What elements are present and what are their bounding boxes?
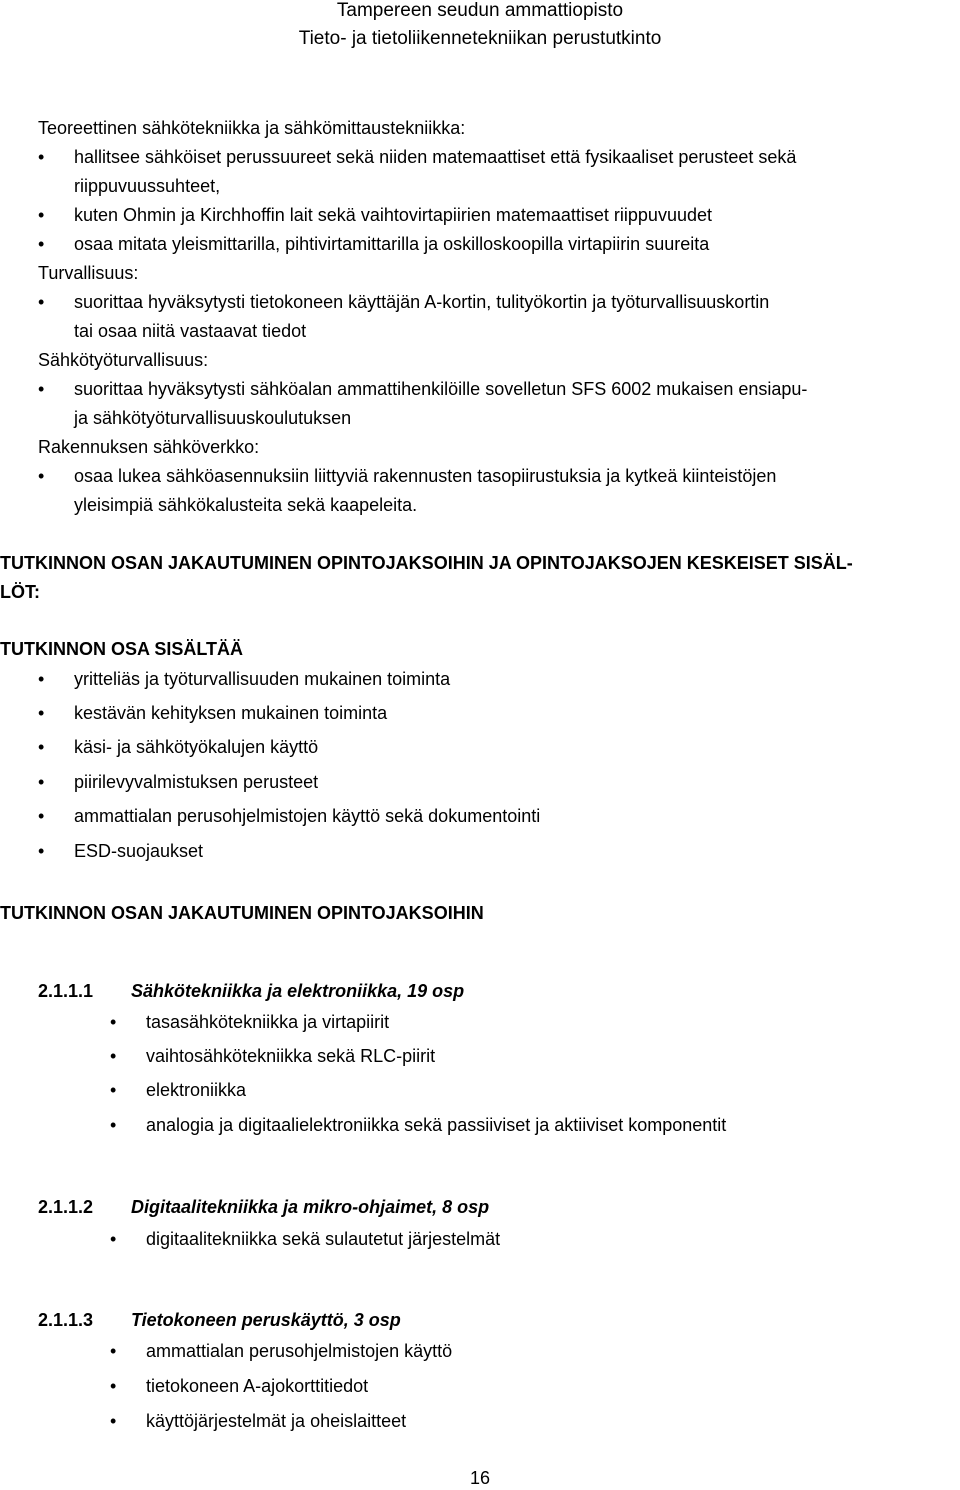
bullet: • [38, 772, 45, 792]
bullet: • [38, 147, 45, 167]
header-line-2: Tieto- ja tietoliikennetekniikan perustutkinto [298, 28, 662, 49]
bullet: • [110, 1080, 117, 1100]
bullet: • [38, 205, 45, 225]
bullet: • [110, 1115, 117, 1135]
bullet: • [110, 1376, 117, 1396]
building-heading: Rakennuksen sähköverkko: [38, 437, 260, 457]
bullet: • [38, 669, 45, 689]
bullet: • [110, 1229, 117, 1249]
section-heading-3 [38, 1310, 738, 1334]
bullet: • [38, 379, 45, 399]
division-heading-2: TUTKINNON OSAN JAKAUTUMINEN OPINTOJAKSOIHIN [0, 903, 484, 923]
section-title: Sähkötekniikka ja elektroniikka, 19 osp [131, 981, 465, 1001]
bullet: • [110, 1411, 117, 1431]
bullet: • [38, 234, 45, 254]
bullet: • [38, 806, 45, 826]
section-number: 2.1.1.3 [38, 1310, 94, 1330]
section-heading-1 [38, 981, 738, 1005]
division-heading-line-1: TUTKINNON OSAN JAKAUTUMINEN OPINTOJAKSOIHIN JA OPINTOJAKSOJEN KESKEISET SISÄL- [0, 553, 853, 573]
content-heading: TUTKINNON OSA SISÄLTÄÄ [0, 639, 243, 659]
page-number: 16 [469, 1468, 491, 1488]
safety-heading: Turvallisuus: [38, 263, 139, 283]
bullet: • [38, 703, 45, 723]
bullet: • [110, 1046, 117, 1066]
section-title: Digitaalitekniikka ja mikro-ohjaimet, 8 osp [131, 1197, 490, 1217]
bullet: • [110, 1341, 117, 1361]
section-title: Tietokoneen peruskäyttö, 3 osp [131, 1310, 401, 1330]
bullet: • [38, 737, 45, 757]
section-number: 2.1.1.2 [38, 1197, 94, 1217]
section-number: 2.1.1.1 [38, 981, 94, 1001]
bullet: • [38, 292, 45, 312]
bullet: • [110, 1012, 117, 1032]
division-heading-line-2: LÖT: [0, 582, 40, 602]
theory-heading: Teoreettinen sähkötekniikka ja sähkömittaustekniikka: [38, 118, 466, 138]
bullet: • [38, 841, 45, 861]
bullet: • [38, 466, 45, 486]
header-line-1: Tampereen seudun ammattiopisto [336, 0, 624, 21]
elsafety-heading: Sähkötyöturvallisuus: [38, 350, 209, 370]
section-heading-2 [38, 1197, 738, 1221]
